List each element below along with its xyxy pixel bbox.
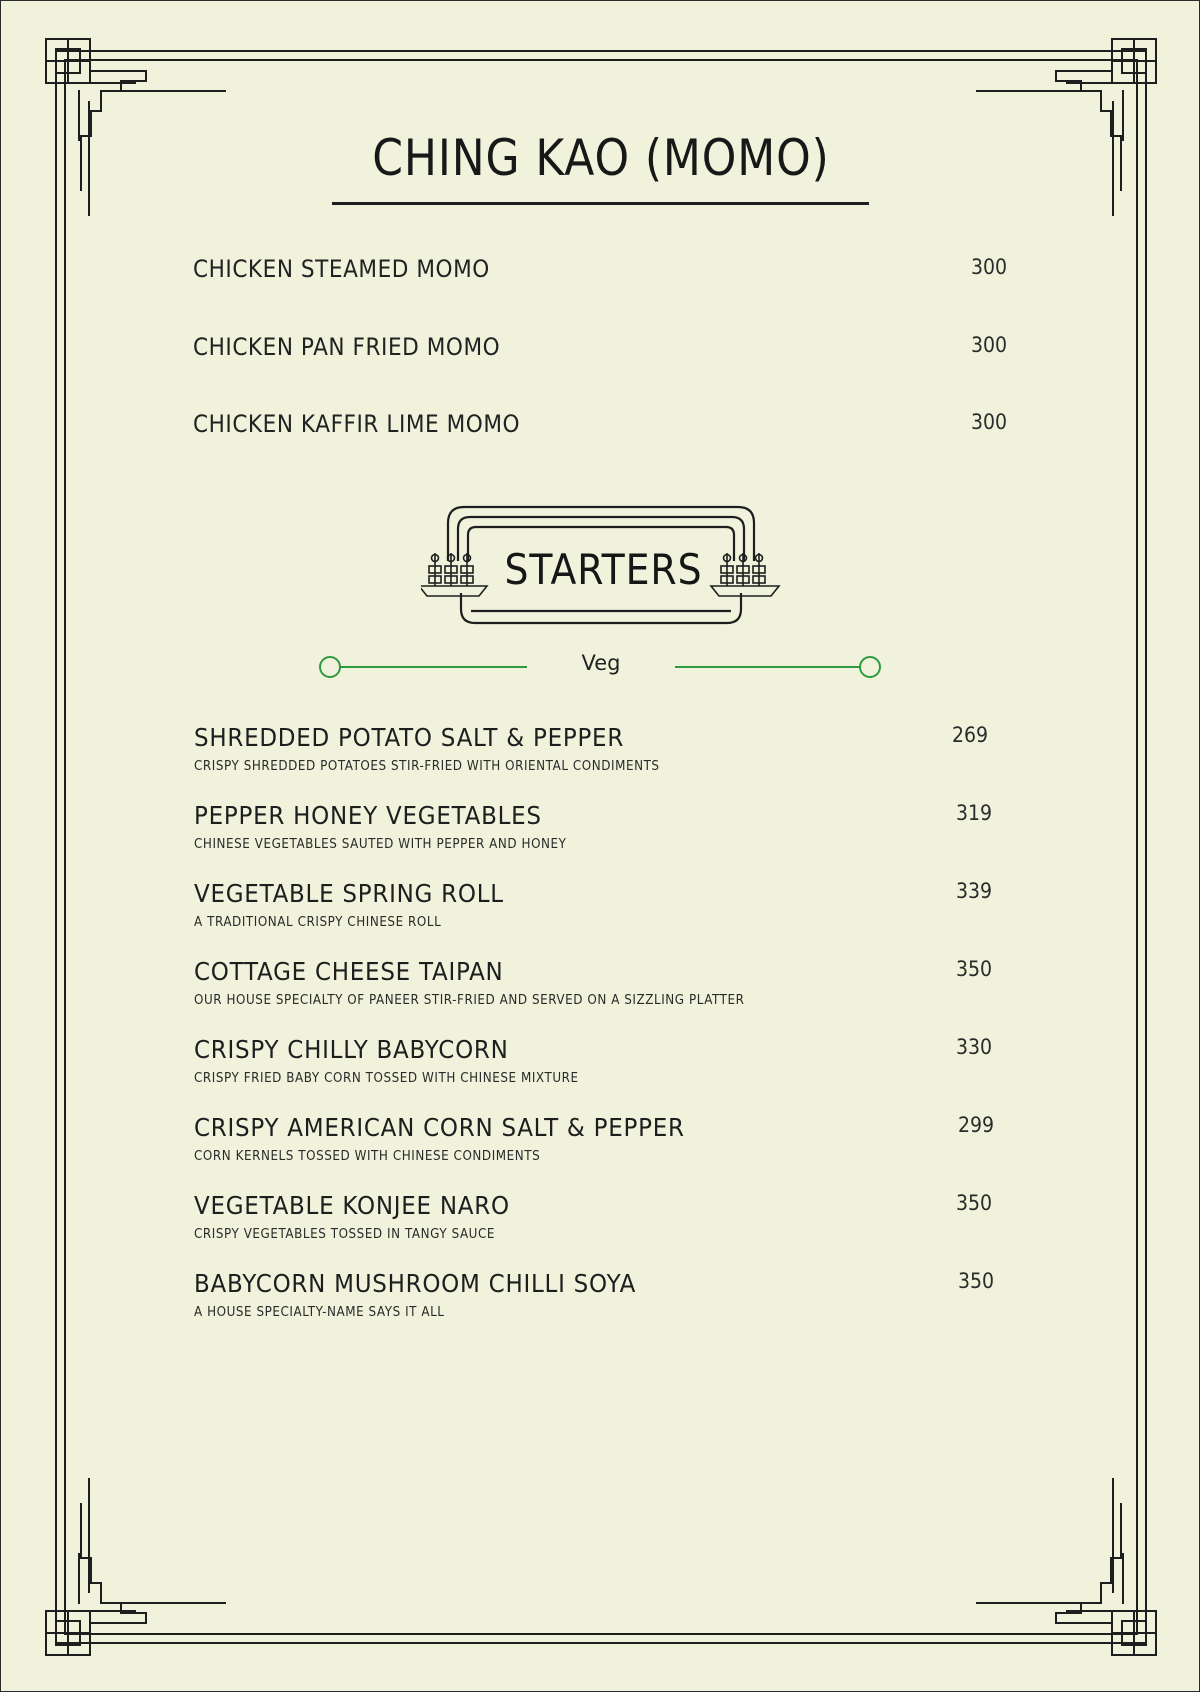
item-description: OUR HOUSE SPECIALTY OF PANEER STIR-FRIED AND SERVED ON A SIZZLING PLATTER <box>194 993 745 1008</box>
list-item <box>194 1113 1034 1183</box>
item-description: CRISPY SHREDDED POTATOES STIR-FRIED WITH ORIENTAL CONDIMENTS <box>194 759 660 774</box>
item-description: CRISPY VEGETABLES TOSSED IN TANGY SAUCE <box>194 1227 495 1242</box>
item-description: CRISPY FRIED BABY CORN TOSSED WITH CHINESE MIXTURE <box>194 1071 579 1086</box>
skewer-food-icon <box>421 553 487 596</box>
page-title: CHING KAO (MOMO) <box>372 129 830 187</box>
item-name: CHICKEN PAN FRIED MOMO <box>193 333 501 361</box>
section-title: STARTERS <box>504 545 703 594</box>
item-price: 350 <box>956 957 993 981</box>
item-price: 350 <box>956 1191 993 1215</box>
list-item <box>194 801 1034 871</box>
ornate-corner-icon <box>46 39 226 216</box>
item-price: 300 <box>971 333 1008 357</box>
item-name: SHREDDED POTATO SALT & PEPPER <box>194 723 625 752</box>
list-item <box>194 1191 1034 1261</box>
item-price: 299 <box>958 1113 995 1137</box>
list-item <box>194 723 1034 793</box>
item-name: VEGETABLE KONJEE NARO <box>194 1191 510 1220</box>
item-name: PEPPER HONEY VEGETABLES <box>194 801 542 830</box>
item-description: CORN KERNELS TOSSED WITH CHINESE CONDIMENTS <box>194 1149 541 1164</box>
item-price: 269 <box>952 723 989 747</box>
list-item <box>194 1269 1034 1339</box>
list-item <box>194 957 1034 1027</box>
list-item <box>193 255 1013 295</box>
item-name: COTTAGE CHEESE TAIPAN <box>194 957 504 986</box>
item-price: 300 <box>971 255 1008 279</box>
list-item <box>193 333 1013 373</box>
item-name: CRISPY AMERICAN CORN SALT & PEPPER <box>194 1113 685 1142</box>
item-name: CHICKEN STEAMED MOMO <box>193 255 490 283</box>
item-name: CHICKEN KAFFIR LIME MOMO <box>193 410 521 438</box>
item-description: CHINESE VEGETABLES SAUTED WITH PEPPER AND HONEY <box>194 837 567 852</box>
category-label: Veg <box>581 651 621 675</box>
item-price: 350 <box>958 1269 995 1293</box>
circle-node-icon <box>860 657 880 677</box>
item-description: A TRADITIONAL CRISPY CHINESE ROLL <box>194 915 442 930</box>
item-price: 319 <box>956 801 993 825</box>
list-item <box>194 879 1034 949</box>
list-item <box>193 410 1013 450</box>
item-name: VEGETABLE SPRING ROLL <box>194 879 504 908</box>
circle-node-icon <box>320 657 340 677</box>
list-item <box>194 1035 1034 1105</box>
item-name: CRISPY CHILLY BABYCORN <box>194 1035 509 1064</box>
item-name: BABYCORN MUSHROOM CHILLI SOYA <box>194 1269 637 1298</box>
item-price: 339 <box>956 879 993 903</box>
item-description: A HOUSE SPECIALTY-NAME SAYS IT ALL <box>194 1305 445 1320</box>
title-underline <box>332 202 869 205</box>
item-price: 300 <box>971 410 1008 434</box>
item-price: 330 <box>956 1035 993 1059</box>
